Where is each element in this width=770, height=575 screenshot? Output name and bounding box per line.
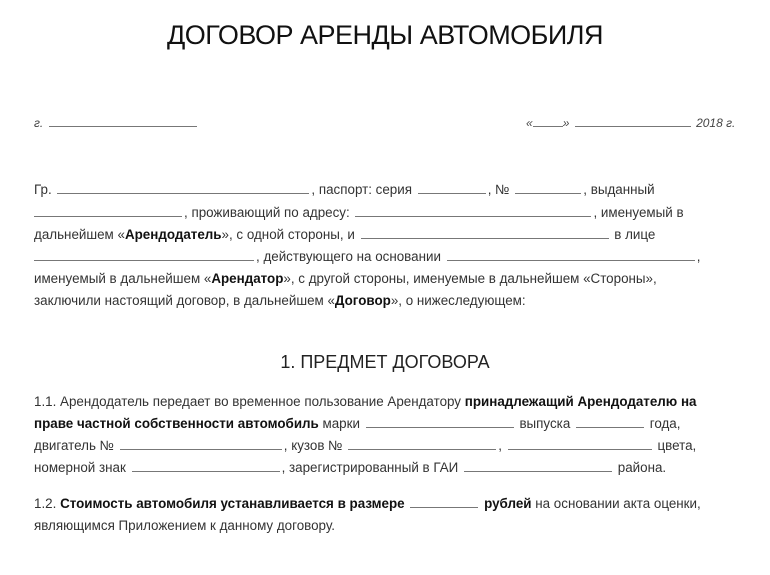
text-concluded: заключили настоящий договор, в дальнейшем «	[34, 293, 335, 308]
preamble-line-6	[34, 290, 526, 312]
text-hereinafter: дальнейшем «	[34, 227, 125, 242]
date-open-quote: «	[526, 116, 533, 130]
text-cost-set: Стоимость автомобиля устанавливается в размере	[60, 496, 405, 511]
text-brand: марки	[318, 416, 360, 431]
text-body: , кузов №	[283, 438, 343, 453]
car-year-blank[interactable]	[576, 415, 644, 428]
text-passport-series: , паспорт: серия	[311, 182, 412, 197]
text-named-in: , именуемый в	[593, 205, 684, 220]
car-brand-blank[interactable]	[366, 415, 514, 428]
day-blank[interactable]	[533, 114, 563, 127]
city-blank[interactable]	[49, 114, 197, 127]
cost-blank[interactable]	[410, 495, 478, 508]
text-following: », о нижеследующем:	[390, 293, 526, 308]
text-private-property: праве частной собственности автомобиль	[34, 416, 319, 431]
text-other-side: », с другой стороны, именуемые в дальнейшем «Стороны»,	[283, 271, 657, 286]
preamble-line-2	[34, 202, 684, 224]
text-acting-on-basis: , действующего на основании	[256, 249, 441, 264]
district-blank[interactable]	[464, 459, 612, 472]
clause-1-1-line-4	[34, 457, 666, 479]
clause-1-2-line-1	[34, 493, 701, 515]
text-clause-1-1: 1.1. Арендодатель передает во временное пользование Арендатору	[34, 394, 465, 409]
landlord-address-blank[interactable]	[355, 204, 591, 217]
clause-1-2-line-2	[34, 515, 335, 537]
text-issued: , выданный	[583, 182, 655, 197]
basis-blank[interactable]	[447, 248, 695, 261]
plate-blank[interactable]	[132, 459, 280, 472]
clause-1-1-line-1	[34, 391, 697, 413]
text-appendix: являющимся Приложением к данному договору.	[34, 518, 335, 533]
body-number-blank[interactable]	[348, 437, 496, 450]
text-comma-2: ,	[498, 438, 502, 453]
preamble-line-4	[34, 246, 700, 268]
text-comma: ,	[696, 249, 701, 264]
representative-blank[interactable]	[34, 248, 254, 261]
preamble-line-5	[34, 268, 657, 290]
section-heading: 1. ПРЕДМЕТ ДОГОВОРА	[280, 352, 490, 372]
engine-number-blank[interactable]	[120, 437, 282, 450]
contract-term: Договор	[334, 293, 391, 308]
text-engine: двигатель №	[34, 438, 115, 453]
text-number: , №	[487, 182, 510, 197]
text-one-side: », с одной стороны, и	[221, 227, 355, 242]
text-year: года,	[649, 416, 681, 431]
text-released: выпуска	[519, 416, 571, 431]
year-suffix: 2018 г.	[696, 116, 736, 130]
date-line	[526, 112, 735, 134]
city-line	[34, 112, 199, 134]
passport-series-blank[interactable]	[418, 181, 486, 194]
text-represented-by: в лице	[614, 227, 656, 242]
text-rubles: рублей	[484, 496, 532, 511]
landlord-term: Арендодатель	[124, 227, 222, 242]
landlord-name-blank[interactable]	[57, 181, 309, 194]
tenant-term: Арендатор	[211, 271, 284, 286]
text-clause-1-2: 1.2.	[34, 496, 61, 511]
text-district: района.	[617, 460, 667, 475]
text-residing: , проживающий по адресу:	[184, 205, 350, 220]
text-plate: номерной знак	[34, 460, 126, 475]
text-registered: , зарегистрированный в ГАИ	[281, 460, 459, 475]
city-prefix: г.	[34, 116, 44, 130]
tenant-name-blank[interactable]	[361, 226, 609, 239]
text-gr: Гр.	[34, 182, 52, 197]
preamble-line-1	[34, 179, 655, 201]
preamble-line-3	[34, 224, 655, 246]
issued-by-blank[interactable]	[34, 204, 182, 217]
document-title: ДОГОВОР АРЕНДЫ АВТОМОБИЛЯ	[166, 20, 604, 50]
text-color: цвета,	[657, 438, 697, 453]
text-valuation: на основании акта оценки,	[531, 496, 701, 511]
text-belonging: принадлежащий Арендодателю на	[464, 394, 697, 409]
passport-number-blank[interactable]	[515, 181, 581, 194]
date-close-quote: »	[562, 116, 570, 130]
clause-1-1-line-3	[34, 435, 696, 457]
color-blank[interactable]	[508, 437, 652, 450]
month-blank[interactable]	[575, 114, 691, 127]
text-hereinafter-2: именуемый в дальнейшем «	[34, 271, 212, 286]
clause-1-1-line-2	[34, 413, 680, 435]
